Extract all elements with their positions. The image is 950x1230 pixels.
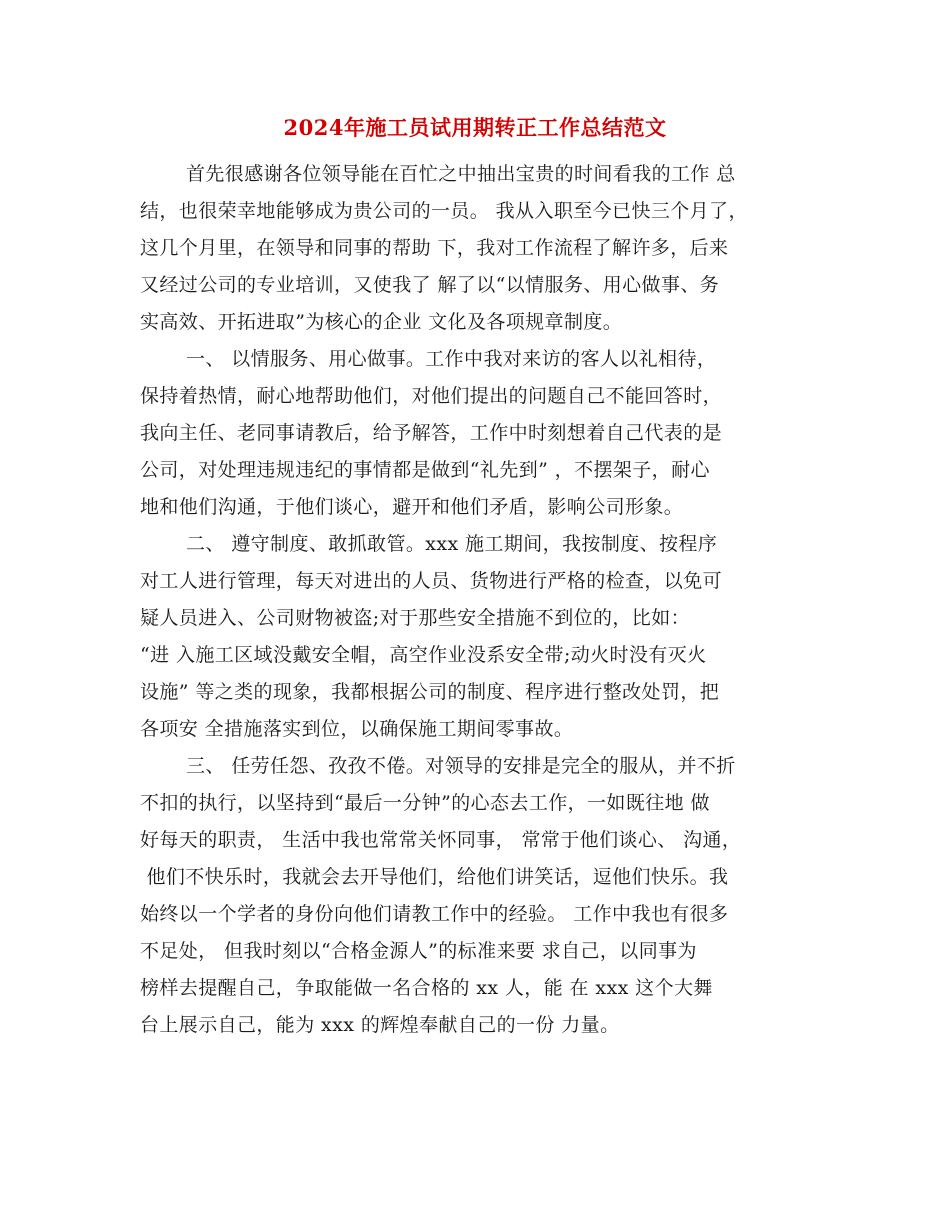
paragraph-line: 保持着热情，耐心地帮助他们，对他们提出的问题自己不能回答时， bbox=[140, 385, 723, 407]
paragraph-line: 公司，对处理违规违纪的事情都是做到“礼先到” ，不摆架子，耐心 bbox=[140, 459, 710, 481]
paragraph-line: 各项安 全措施落实到位，以确保施工期间零事故。 bbox=[140, 718, 574, 740]
paragraph-line: 榜样去提醒自己，争取能做一名合格的 xx 人，能 在 xxx 这个大舞 bbox=[140, 977, 713, 999]
paragraph-line: “进 入施工区域没戴安全帽，高空作业没系安全带;动火时没有灭火 bbox=[140, 644, 707, 666]
paragraph-line: 好每天的职责， 生活中我也常常关怀同事， 常常于他们谈心、 沟通， bbox=[140, 829, 742, 851]
paragraph-line: 三、 任劳任怨、孜孜不倦。对领导的安排是完全的服从，并不折 bbox=[186, 755, 736, 777]
paragraph-line: 不扣的执行，以坚持到“最后一分钟”的心态去工作，一如既往地 做 bbox=[140, 792, 710, 814]
paragraph-line: 设施” 等之类的现象，我都根据公司的制度、程序进行整改处罚，把 bbox=[140, 681, 720, 703]
paragraph-line: 他们不快乐时，我就会去开导他们，给他们讲笑话，逗他们快乐。我 bbox=[140, 866, 729, 888]
paragraph-line: 结，也很荣幸地能够成为贵公司的一员。 我从入职至今已快三个月了， bbox=[140, 200, 748, 222]
paragraph-line: 又经过公司的专业培训，又使我了 解了以“以情服务、用心做事、务 bbox=[140, 274, 720, 296]
paragraph-intro bbox=[140, 156, 830, 341]
paragraph-line: 地和他们沟通，于他们谈心，避开和他们矛盾，影响公司形象。 bbox=[140, 496, 684, 518]
paragraph-line: 台上展示自己，能为 xxx 的辉煌奉献自己的一份 力量。 bbox=[140, 1014, 620, 1036]
paragraph-line: 对工人进行管理，每天对进出的人员、货物进行严格的检查，以免可 bbox=[140, 570, 723, 592]
paragraph-line: 这几个月里，在领导和同事的帮助 下，我对工作流程了解许多，后来 bbox=[140, 237, 729, 259]
paragraph-line: 二、 遵守制度、敢抓敢管。xxx 施工期间，我按制度、按程序 bbox=[186, 533, 718, 555]
paragraph-line: 始终以一个学者的身份向他们请教工作中的经验。 工作中我也有很多 bbox=[140, 903, 729, 925]
paragraph-section-3 bbox=[140, 748, 830, 1044]
paragraph-section-2 bbox=[140, 526, 830, 748]
paragraph-line: 疑人员进入、公司财物被盗;对于那些安全措施不到位的，比如： bbox=[140, 607, 691, 629]
paragraph-line: 一、 以情服务、用心做事。工作中我对来访的客人以礼相待， bbox=[186, 348, 717, 370]
paragraph-section-1 bbox=[140, 341, 830, 526]
paragraph-line: 我向主任、老同事请教后，给予解答，工作中时刻想着自己代表的是 bbox=[140, 422, 723, 444]
document-title: 2024年施工员试用期转正工作总结范文 bbox=[283, 115, 667, 140]
paragraph-line: 首先很感谢各位领导能在百忙之中抽出宝贵的时间看我的工作 总 bbox=[186, 163, 736, 185]
paragraph-line: 实高效、开拓进取”为核心的企业 文化及各项规章制度。 bbox=[140, 311, 623, 333]
paragraph-line: 不足处， 但我时刻以“合格金源人”的标准来要 求自己，以同事为 bbox=[140, 940, 697, 962]
